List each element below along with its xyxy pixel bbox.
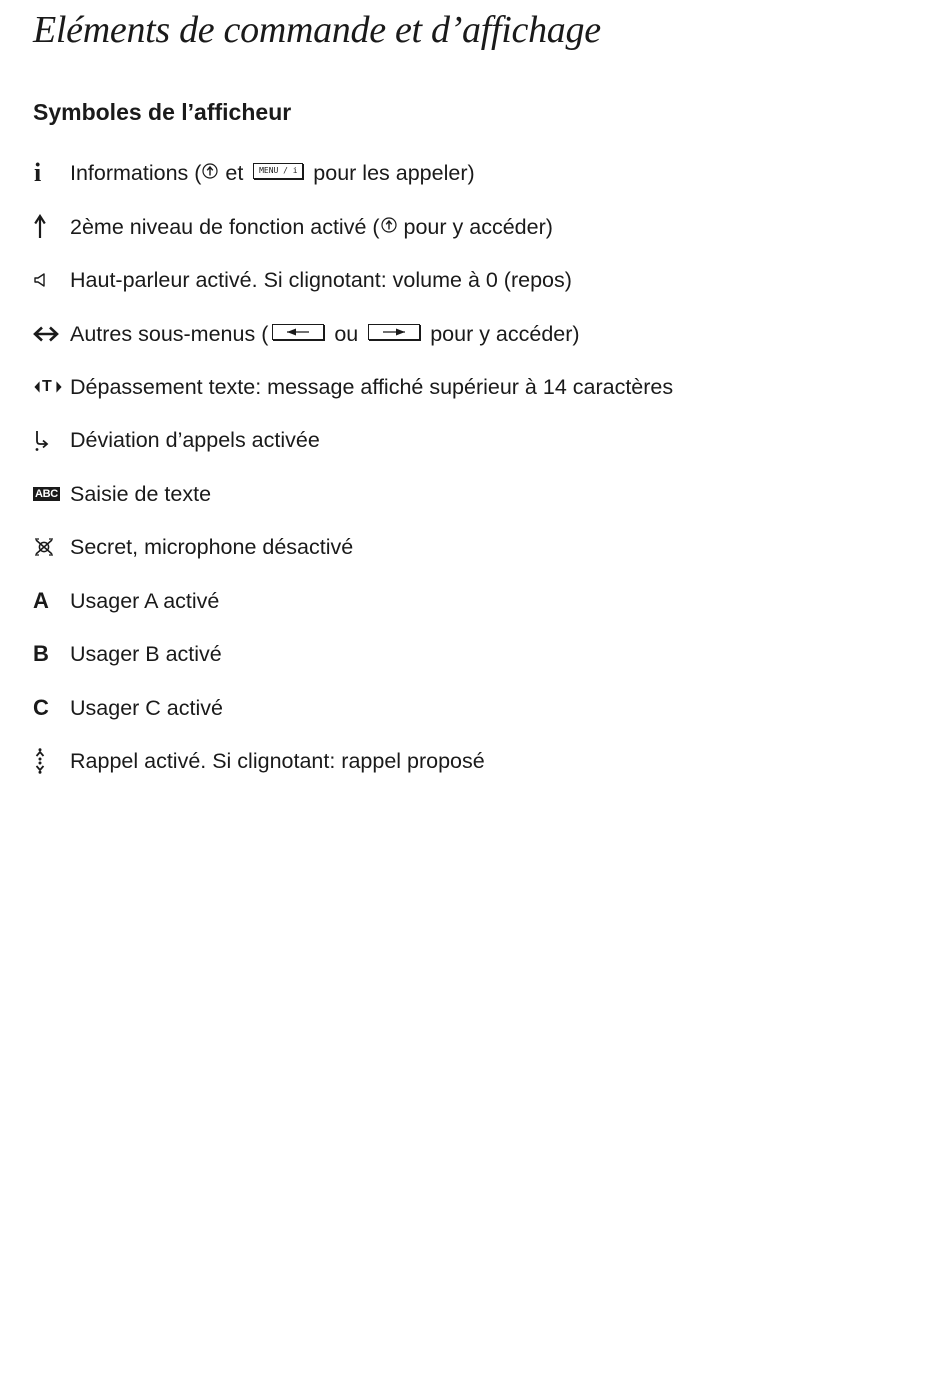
symbol-row-speaker	[33, 263, 913, 297]
left-key-icon	[272, 324, 324, 340]
symbol-description: Secret, microphone désactivé	[70, 535, 354, 559]
symbol-description: Autres sous-menus (	[70, 322, 269, 346]
symbol-description: Usager B activé	[70, 642, 222, 666]
symbol-row-user-a	[33, 584, 913, 618]
symbol-row-text-entry	[33, 477, 913, 511]
menu-info-key-icon: MENU / i	[253, 163, 303, 179]
speaker-icon	[33, 263, 63, 297]
letter-a-icon: A	[33, 588, 49, 613]
symbol-row-submenus	[33, 317, 913, 351]
symbol-description-end: pour y accéder)	[397, 215, 553, 239]
call-forwarding-icon	[33, 423, 63, 457]
symbol-description: Déviation d’appels activée	[70, 428, 320, 452]
symbol-row-callback	[33, 744, 913, 778]
symbol-row-call-forwarding	[33, 423, 913, 457]
symbol-row-informations	[33, 156, 913, 190]
shift-key-icon	[202, 163, 218, 179]
text-overflow-icon: T	[33, 370, 63, 404]
page-title: Eléments de commande et d’affichage	[33, 9, 601, 51]
symbol-description: Dépassement texte: message affiché supérieur à 14 caractères	[70, 375, 674, 399]
symbol-description-end: pour les appeler)	[307, 161, 475, 185]
symbol-description: Rappel activé. Si clignotant: rappel proposé	[70, 749, 485, 773]
left-right-arrows-icon	[33, 317, 63, 351]
callback-icon	[33, 744, 63, 778]
symbol-description: Usager A activé	[70, 589, 220, 613]
symbol-description: Saisie de texte	[70, 482, 212, 506]
symbol-row-user-b	[33, 637, 913, 671]
symbol-description-end: pour y accéder)	[424, 322, 580, 346]
symbol-description: Usager C activé	[70, 696, 223, 720]
letter-c-icon: C	[33, 695, 49, 720]
symbol-row-text-overflow	[33, 370, 913, 404]
microphone-muted-icon	[33, 530, 63, 564]
symbol-description-connector: ou	[328, 322, 365, 346]
symbol-row-user-c	[33, 691, 913, 725]
right-key-icon	[368, 324, 420, 340]
symbol-description-connector: et	[219, 161, 250, 185]
symbol-description: Haut-parleur activé. Si clignotant: volume à 0 (repos)	[70, 268, 572, 292]
shift-key-icon	[381, 217, 397, 233]
arrow-up-icon	[33, 210, 63, 244]
symbol-row-mute	[33, 530, 913, 564]
abc-text-entry-icon: ABC	[35, 488, 58, 500]
symbol-row-second-level	[33, 210, 913, 244]
symbol-description: 2ème niveau de fonction activé (	[70, 215, 380, 239]
section-heading: Symboles de l’afficheur	[33, 99, 292, 125]
symbol-description: Informations (	[70, 161, 202, 185]
info-i-icon: i	[34, 158, 42, 187]
letter-b-icon: B	[33, 641, 49, 666]
